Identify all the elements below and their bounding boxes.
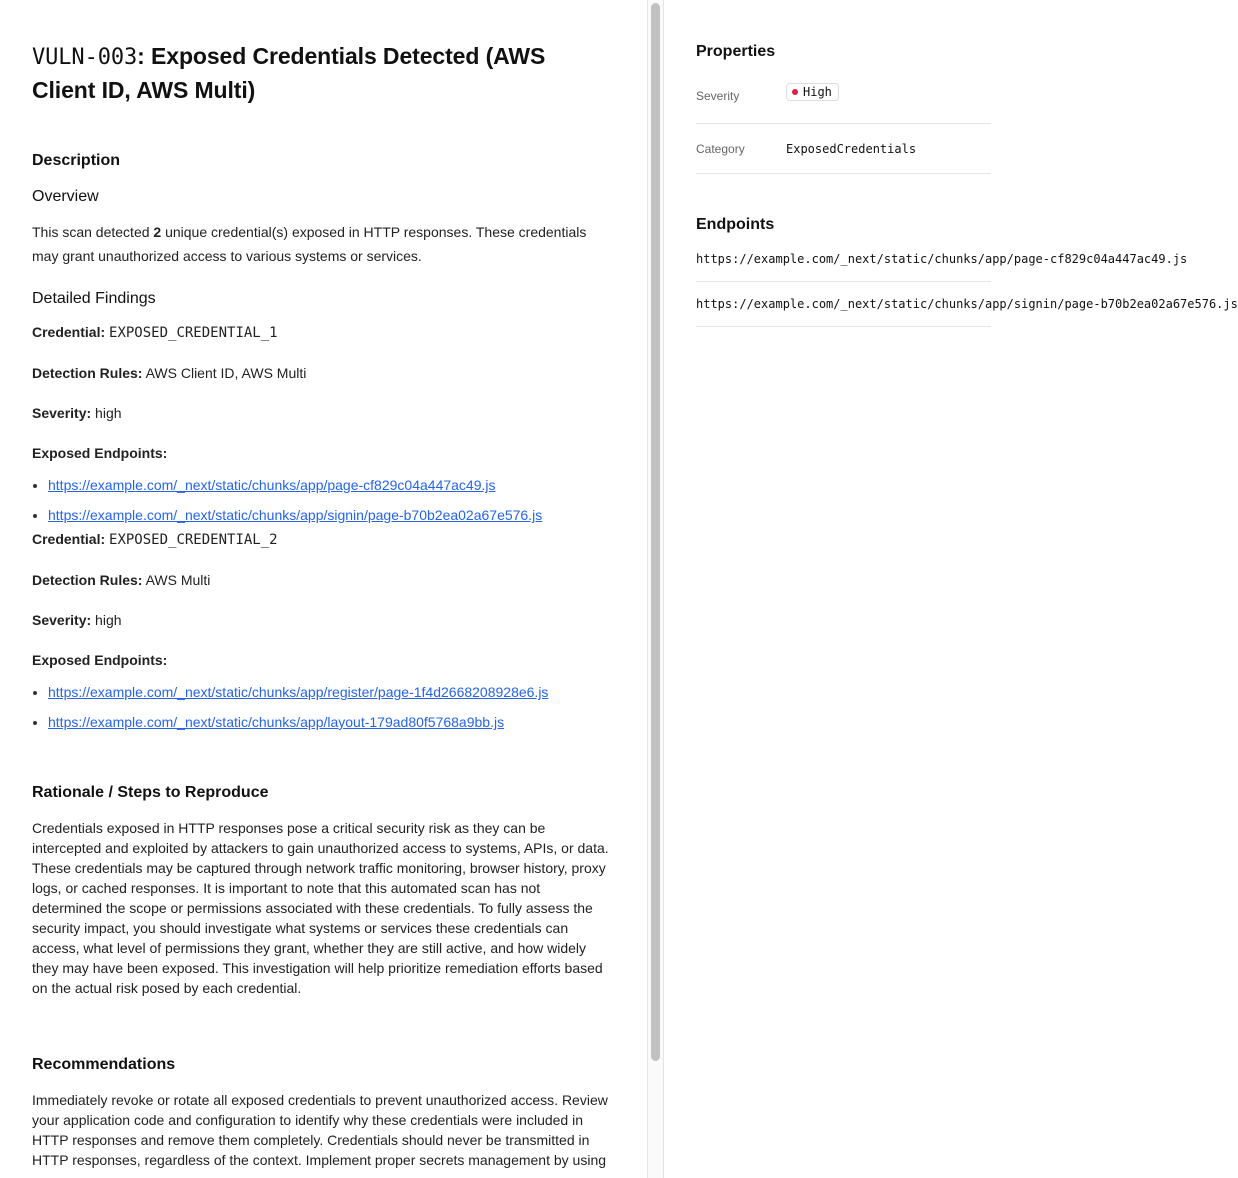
rationale-text: Credentials exposed in HTTP responses pose a critical security risk as they can be intercepted and exploited by attackers to gain unauthorized access to systems, APIs, or data. These credentials may be captured through network traffic monitoring, browser history, proxy logs, or cached responses. It is important to note that this automated scan has not determined the scope or permissions associated with these credentials. To fully assess the security impact, you should investigate what systems or services these credentials can access, what level of permissions they grant, whether they are still active, and how widely they may have been exposed. This investigation will help prioritize remediation efforts based on the actual risk posed by each credential. [32, 820, 609, 996]
finding-credential: Credential: EXPOSED_CREDENTIAL_1 [32, 324, 278, 341]
finding-1 [32, 322, 614, 525]
sidebar-endpoint[interactable]: https://example.com/_next/static/chunks/app/signin/page-b70b2ea02a67e576.js [696, 282, 991, 327]
overview-heading: Overview [32, 188, 99, 205]
severity-dot-icon [792, 89, 798, 95]
finding-endpoints-label: Exposed Endpoints: [32, 445, 168, 461]
finding-severity: Severity: high [32, 612, 122, 628]
category-row [696, 124, 991, 174]
list-item [48, 712, 614, 732]
findings-heading: Detailed Findings [32, 290, 156, 307]
endpoint-link[interactable]: https://example.com/_next/static/chunks/app/register/page-1f4d2668208928e6.js [48, 684, 549, 700]
properties-sidebar [664, 0, 1238, 1178]
endpoint-link[interactable]: https://example.com/_next/static/chunks/app/page-cf829c04a447ac49.js [48, 477, 496, 493]
list-item [48, 505, 614, 525]
finding-credential: Credential: EXPOSED_CREDENTIAL_2 [32, 531, 278, 548]
finding-rules: Detection Rules: AWS Client ID, AWS Multi [32, 365, 307, 381]
overview-text: This scan detected 2 unique credential(s) exposed in HTTP responses. These credentials may grant unauthorized access to various systems or services. [32, 224, 587, 264]
recommendations-heading: Recommendations [32, 1056, 176, 1073]
description-heading: Description [32, 152, 121, 169]
credential-count: 2 [153, 224, 162, 240]
list-item [48, 475, 614, 495]
recommendations-text: Immediately revoke or rotate all exposed credentials to prevent unauthorized access. Review your application code and configuration to identify why these credentials were included in HTTP responses and remove them completely. Credentials should never be transmitted in HTTP responses, regardless of the context. Implement proper secrets management by using [32, 1092, 608, 1168]
vuln-title: : Exposed Credentials Detected (AWS Client ID, AWS Multi) [32, 43, 546, 103]
sidebar-endpoint[interactable]: https://example.com/_next/static/chunks/app/page-cf829c04a447ac49.js [696, 237, 991, 282]
main-scrollbar[interactable] [648, 0, 664, 1178]
severity-value [786, 83, 839, 101]
severity-row [696, 83, 991, 124]
category-value: ExposedCredentials [786, 141, 917, 156]
list-item [48, 682, 614, 702]
rationale-heading: Rationale / Steps to Reproduce [32, 784, 269, 801]
credential-name: EXPOSED_CREDENTIAL_1 [109, 325, 278, 341]
category-label: Category [696, 141, 745, 156]
endpoints-heading: Endpoints [696, 216, 775, 233]
severity-badge: High [786, 83, 839, 101]
endpoint-link[interactable]: https://example.com/_next/static/chunks/app/signin/page-b70b2ea02a67e576.js [48, 507, 543, 523]
finding-severity: Severity: high [32, 405, 122, 421]
endpoint-link[interactable]: https://example.com/_next/static/chunks/app/layout-179ad80f5768a9bb.js [48, 714, 505, 730]
page-title [32, 40, 614, 106]
credential-name: EXPOSED_CREDENTIAL_2 [109, 532, 278, 548]
severity-label: Severity [696, 89, 740, 103]
endpoint-list [32, 475, 614, 525]
scrollbar-thumb[interactable] [651, 3, 660, 1061]
finding-endpoints-label: Exposed Endpoints: [32, 652, 168, 668]
finding-2 [32, 529, 614, 732]
endpoint-list [32, 682, 614, 732]
finding-rules: Detection Rules: AWS Multi [32, 572, 211, 588]
properties-heading: Properties [696, 43, 776, 60]
vuln-id: VULN-003 [32, 45, 138, 70]
